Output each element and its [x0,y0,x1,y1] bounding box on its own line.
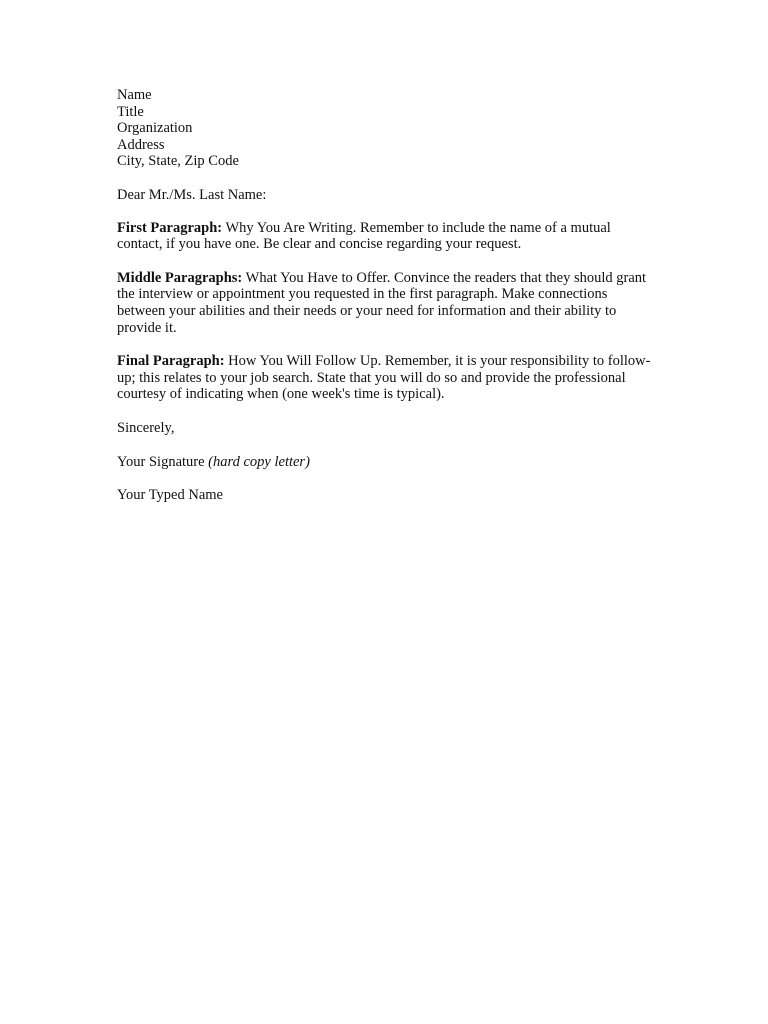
signature-label: Your Signature [117,453,205,470]
recipient-address-block [117,87,657,170]
first-paragraph-text: Why You Are Writing. Remember to include the name of a mutual contact, if you have one. Be clear and concise regarding your request. [117,219,611,253]
middle-paragraphs-text: What You Have to Offer. Convince the readers that they should grant the interview or appointment you requested in the first paragraph. Make connections between your abilities and their needs or your need for information and their ability to provide it. [117,269,647,336]
recipient-title: Title [117,103,144,120]
closing: Sincerely, [117,419,175,436]
middle-paragraphs-title: Middle Paragraphs: [117,269,243,286]
salutation: Dear Mr./Ms. Last Name: [117,186,267,203]
final-paragraph-text: How You Will Follow Up. Remember, it is your responsibility to follow-up; this relates to your job search. State that you will do so and provide the professional courtesy of indicating when (one week's time is typical). [117,353,651,403]
middle-paragraphs [117,270,657,336]
typed-name: Your Typed Name [117,487,223,504]
recipient-organization: Organization [117,120,193,137]
recipient-address: Address [117,136,165,153]
recipient-city-state-zip: City, State, Zip Code [117,153,239,170]
recipient-name: Name [117,87,152,103]
final-paragraph [117,353,657,403]
signature-line [117,454,657,471]
first-paragraph-title: First Paragraph: [117,219,223,236]
first-paragraph [117,220,657,253]
final-paragraph-title: Final Paragraph: [117,353,225,370]
signature-note: (hard copy letter) [204,453,310,470]
letter-body [117,87,657,504]
